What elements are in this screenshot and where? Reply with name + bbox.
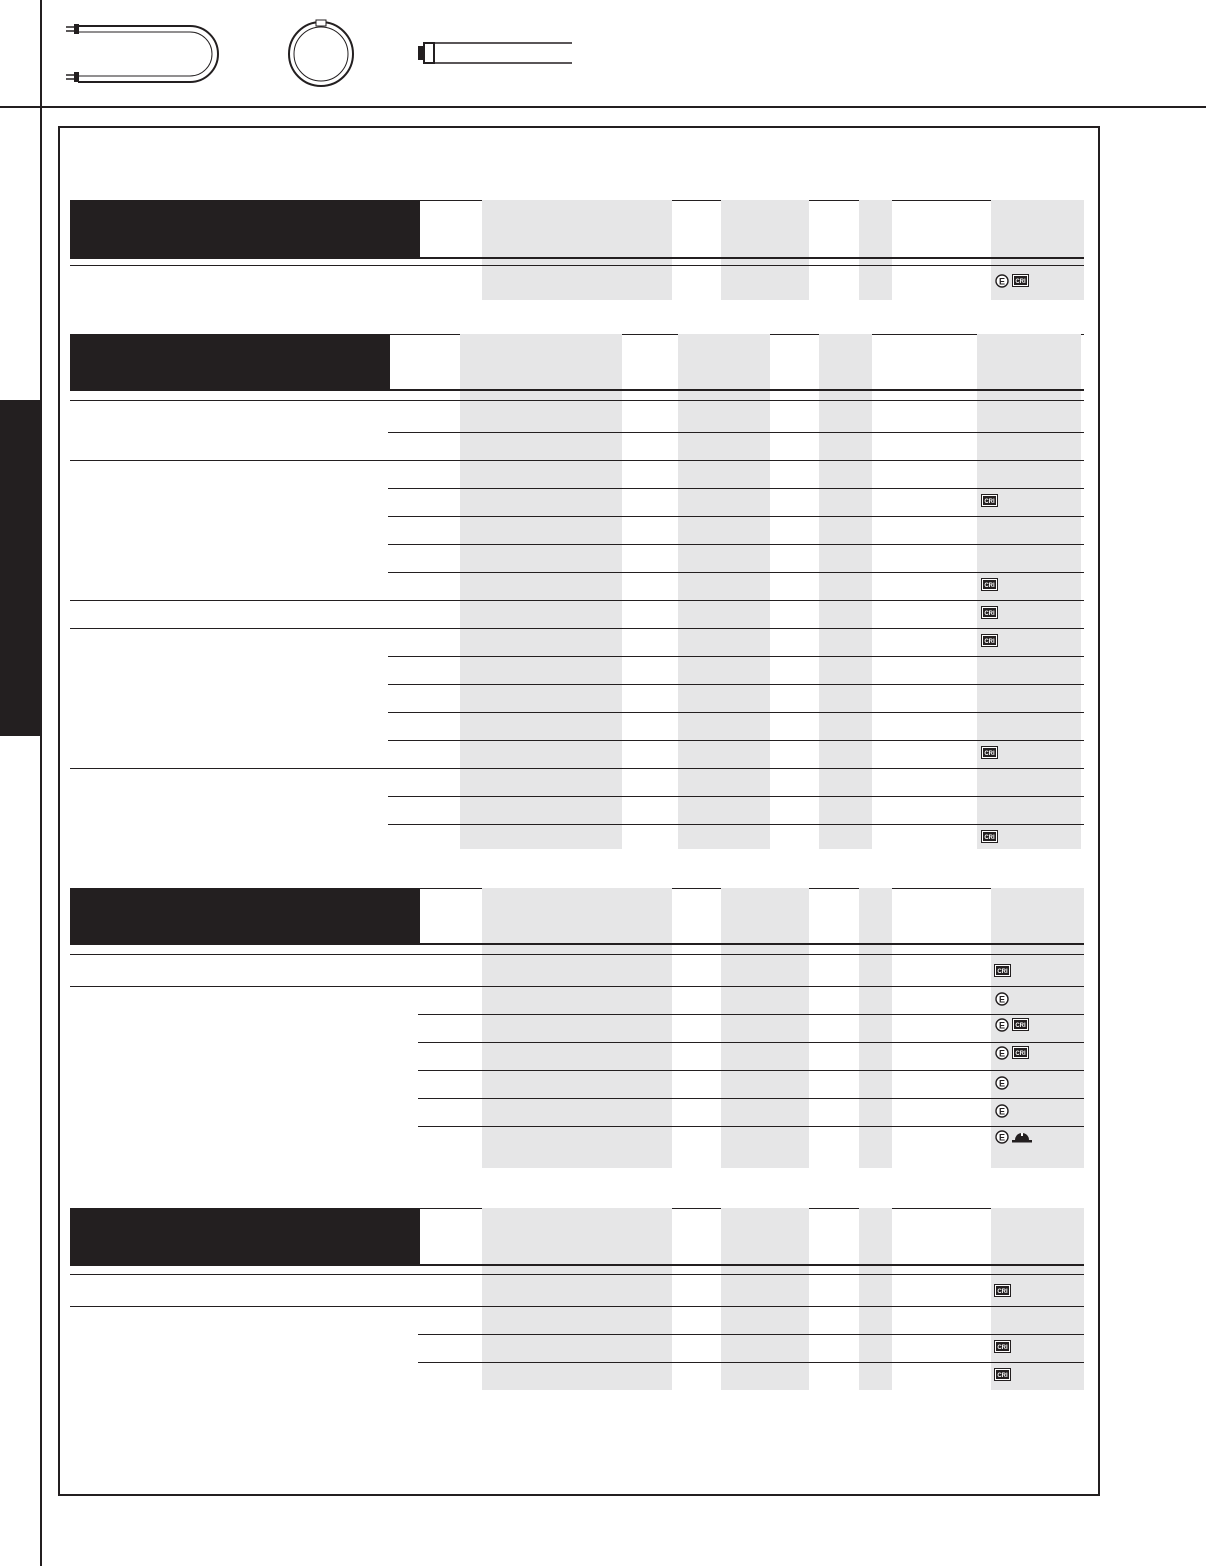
section-3-row-3-icons <box>995 1020 1029 1034</box>
svg-text:E: E <box>998 1132 1006 1142</box>
section-2-header-bar <box>70 334 390 390</box>
u-bent-lamp-icon <box>64 20 228 91</box>
svg-text:CRI: CRI <box>984 835 995 841</box>
svg-text:CRI: CRI <box>1015 279 1026 285</box>
hardhat-icon <box>1012 1130 1032 1148</box>
energy-icon <box>995 1104 1009 1123</box>
cri-icon <box>994 1368 1011 1386</box>
svg-text:CRI: CRI <box>1015 1051 1026 1057</box>
section-3-header-bar <box>70 888 420 944</box>
svg-text:CRI: CRI <box>984 499 995 505</box>
section-1-row-1-icons <box>995 276 1029 290</box>
energy-icon <box>995 1046 1009 1065</box>
cri-icon <box>981 634 998 652</box>
cri-icon <box>981 494 998 512</box>
svg-text:E: E <box>998 1020 1006 1030</box>
section-1-header-bar <box>70 200 420 258</box>
svg-text:CRI: CRI <box>997 1373 1008 1379</box>
cri-icon <box>981 746 998 764</box>
svg-text:E: E <box>998 1048 1006 1058</box>
energy-icon <box>995 274 1009 293</box>
svg-text:E: E <box>998 994 1006 1005</box>
section-3-row-4-icons <box>995 1048 1029 1062</box>
section-side-tab <box>0 400 42 736</box>
energy-icon <box>995 1018 1009 1037</box>
cri-icon <box>994 1284 1011 1302</box>
energy-icon <box>995 992 1009 1011</box>
left-margin-rule <box>40 0 42 1566</box>
svg-text:CRI: CRI <box>984 639 995 645</box>
circline-lamp-icon <box>286 18 356 93</box>
cri-icon <box>994 1340 1011 1358</box>
svg-text:CRI: CRI <box>984 751 995 757</box>
svg-text:CRI: CRI <box>1015 1023 1026 1029</box>
svg-text:CRI: CRI <box>984 611 995 617</box>
svg-text:E: E <box>998 1106 1006 1117</box>
svg-text:E: E <box>998 1078 1006 1089</box>
energy-icon <box>995 1130 1009 1149</box>
cri-icon <box>981 578 998 596</box>
energy-icon <box>995 1076 1009 1095</box>
cri-icon <box>1012 1018 1029 1036</box>
section-3-row-7-icons <box>995 1132 1032 1146</box>
cri-icon <box>981 830 998 848</box>
section-4-header-bar <box>70 1208 420 1264</box>
svg-text:CRI: CRI <box>997 1345 1008 1351</box>
svg-text:CRI: CRI <box>997 969 1008 975</box>
svg-text:E: E <box>998 276 1006 286</box>
svg-text:CRI: CRI <box>997 1289 1008 1295</box>
cri-icon <box>1012 1046 1029 1064</box>
cri-icon <box>1012 274 1029 292</box>
linear-tube-lamp-icon <box>416 40 576 71</box>
svg-text:CRI: CRI <box>984 583 995 589</box>
cri-icon <box>994 964 1011 982</box>
header-rule <box>0 106 1206 108</box>
cri-icon <box>981 606 998 624</box>
